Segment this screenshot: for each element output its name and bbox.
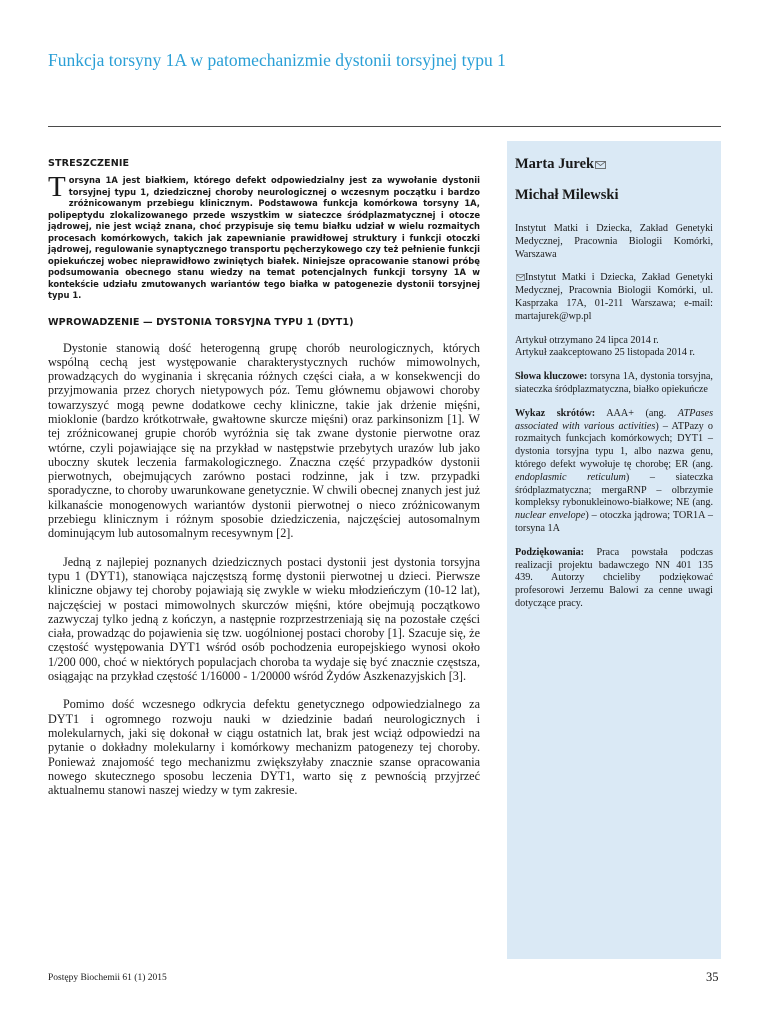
acknowledgements-text: Praca powstała podczas realizacji projektu badawczego NN 401 135 439. Autorzy chcieliby podziękować profesorowi Jerzemu Balowi za cenne uwagi dotyczące pracy.	[515, 546, 714, 609]
intro-paragraph-3: Pomimo dość wczesnego odkrycia defektu genetycznego odpowiedzialnego za DYT1 i ogromnego rozwoju nauki w dziedzinie badań neurologicznych i molekularnych, jaki się dokonał w ciągu ostatnich lat, brak jest wciąż odpowiedzi na pytanie o dokładny molekularny i komórkowy mechanizm patogenezy tej choroby. Ponieważ znajomość tego mechanizmu zwiększyłaby znacznie szanse opracowania nowego skutecznego sposobu leczenia DYT1, warto się z pewnością przyjrzeć aktualnemu stanowi naszej wiedzy w tym zakresie.	[48, 697, 480, 798]
article-title: Funkcja torsyny 1A w patomechanizmie dystonii torsyjnej typu 1	[48, 50, 506, 70]
sidebar-panel	[507, 141, 721, 959]
main-column	[48, 158, 480, 797]
acknowledgements-label: Podziękowania:	[515, 546, 585, 558]
affiliation-2	[515, 272, 713, 323]
keywords-text: torsyna 1A, dystonia torsyjna, siateczka śródplazmatyczna, białko opiekuńcze	[515, 371, 713, 395]
acknowledgements	[515, 547, 713, 611]
abbreviations	[515, 408, 713, 536]
abbr-italic-1: ATPases associated with various activities	[515, 407, 714, 432]
author-2: Michał Milewski	[515, 187, 619, 203]
keywords	[515, 371, 713, 397]
footer-journal: Postępy Biochemii 61 (1) 2015	[48, 973, 167, 983]
envelope-icon	[595, 157, 606, 174]
abbr-part-1: AAA+ (ang.	[606, 407, 667, 419]
intro-heading: WPROWADZENIE — DYSTONIA TORSYJNA TYPU 1 (DYT1)	[48, 316, 354, 328]
intro-paragraph-1: Dystonie stanowią dość heterogenną grupę chorób neurologicznych, których wspólną cechą jest występowanie charakterystycznych ruchów mimowolnych, prowadzących do wyginania i skręcania różnych części ciała, a w konsekwencji do przyjmowania przez chorych nietypowych póz. Temu głównemu objawowi choroby towarzyszyć mogą pewne dodatkowe cechy kliniczne, takie jak drżenie mięśni, mioklonie (bardzo krótkotrwałe, gwałtowne skurcze mięśni) oraz parkinsonizm [1]. W tej zróżnicowanej grupie chorób wyróżnia się tak zwane dystonie pierwotne oraz wtórne, czyli pojawiające się na przykład w następstwie przebytych urazów lub jako uboczny skutek leczenia farmakologicznego. Znaczna część przypadków dystonii pierwotnych, obejmujących zarówno postaci rodzinne, jak i tzw. przypadki sporadyczne, to choroby uwarunkowane genetycznie. W chwili obecnej znanych jest już kilkanaście monogenowych wariantów dystonii pierwotnej o nieco zróżnicowanym przebiegu klinicznym i różnym sposobie dziedziczenia, najczęściej autosomalnym dominującym lub autosomalnym recesywnym [2].	[48, 340, 480, 541]
affiliation-1: Instytut Matki i Dziecka, Zakład Genetyki Medycznej, Pracownia Biologii Komórki, Warszawa	[515, 223, 713, 260]
abbr-part-3: ) – siateczka śródplazmatyczna; mergaRNP – olbrzymie kompleksy rybonukleinowo-białkowe; NE (ang.	[515, 471, 713, 509]
affiliation-2-text: Instytut Matki i Dziecka, Zakład Genetyki Medycznej, Pracownia Biologii Komórki, ul. Kasprzaka 17A, 01-211 Warszawa; e-mail: martajurek@wp.pl	[515, 272, 713, 322]
author-1-name: Marta Jurek	[515, 156, 595, 172]
author-1	[515, 156, 713, 173]
keywords-label: Słowa kluczowe:	[515, 371, 588, 383]
abbr-part-2: ) – ATPazy o rozmaitych funkcjach komórkowych; DYT1 – dystonia torsyjna typu 1, albo nazwa genu, którego defekt wywołuje tę chorobę; ER (ang.	[515, 420, 713, 470]
intro-paragraph-2: Jedną z najlepiej poznanych dziedzicznych postaci dystonii jest dystonia torsyjna typu 1 (DYT1), stanowiąca najczęstszą formę dystonii pierwotnej u dzieci. Pierwsze kliniczne objawy tej choroby pojawiają się zwykle w wieku młodzieńczym (10-12 lat), najczęściej w postaci mimowolnych skurczów mięśni, które obejmują początkowo zazwyczaj tylko jedną z kończyn, a następnie rozprzestrzeniają się na pozostałe części ciała, prowadząc do pojawienia się tzw. uogólnionej postaci choroby [1]. Szacuje się, że częstość występowania DYT1 wśród osób pochodzenia europejskiego wynosi około 1/200 000, choć w niektórych populacjach choroba ta wydaje się być znacznie częstsza, osiągając na przykład częstość 1/16000 - 1/20000 wśród Żydów Aszkenazyjskich [3].	[48, 554, 480, 684]
accepted-date: Artykuł zaakceptowano 25 listopada 2014 r.	[515, 347, 695, 359]
abbr-italic-2: endoplasmic reticulum	[515, 471, 626, 483]
article-dates	[515, 335, 713, 361]
abstract-heading: STRESZCZENIE	[48, 158, 130, 169]
envelope-icon	[516, 273, 525, 286]
abbr-italic-3: nuclear envelope	[515, 510, 586, 522]
abstract-dropcap: T	[48, 171, 66, 203]
page-number: 35	[706, 970, 719, 984]
abstract-text	[48, 171, 480, 302]
abbr-part-4: ) – otoczka jądrowa; TOR1A – torsyna 1A	[515, 510, 714, 534]
abstract-body: orsyna 1A jest białkiem, którego defekt odpowiedzialny jest za wywołanie dystonii torsyjnej typu 1, dziedzicznej choroby neurologicznej o wczesnym początku i bardzo zróżnicowanym przebiegu klinicznym. Podstawowa funkcja komórkowa torsyny 1A, polipeptydu zlokalizowanego przede wszystkim w siateczce śródplazmatycznej i otocze jądrowej, nie jest wciąż znana, choć przypisuje się temu białku udział w wielu rozmaitych procesach komórkowych, takich jak zapewnianie prawidłowej struktury i funkcji otoczki jądrowej, regulowanie synaptycznego transportu pęcherzykowego czy też pełnienie funkcji opiekuńczej wobec nieprawidłowo zwiniętych białek. Niniejsze opracowanie stanowi próbę podsumowania obecnego stanu wiedzy na temat potencjalnych funkcji torsyny 1A w kontekście udziału zmutowanych wariantów tego białka w patogenezie dystonii torsyjnej typu 1.	[48, 175, 480, 300]
title-divider	[48, 126, 721, 127]
received-date: Artykuł otrzymano 24 lipca 2014 r.	[515, 334, 659, 346]
abbreviations-label: Wykaz skrótów:	[515, 407, 596, 419]
